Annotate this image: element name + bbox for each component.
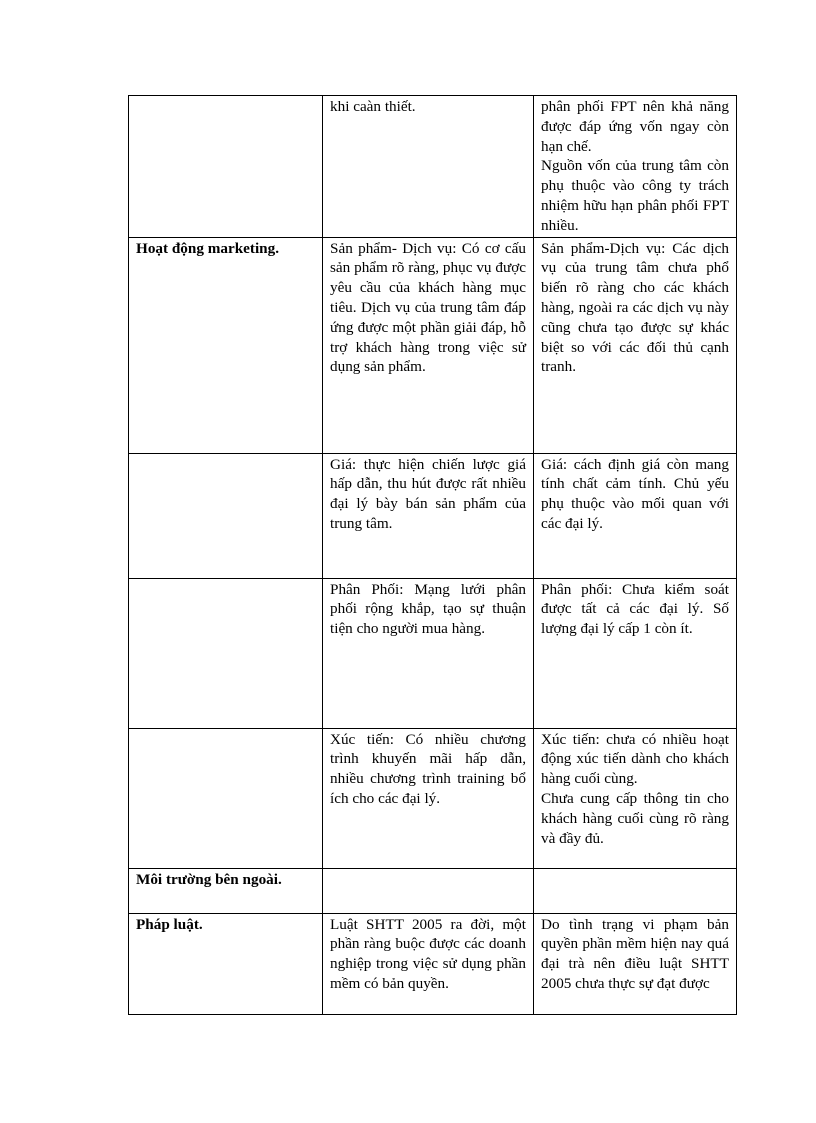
cell-text: Giá: cách định giá còn mang tính chất cảm tính. Chủ yếu phụ thuộc vào mối quan với các đại lý. (541, 455, 729, 532)
row-label: Hoạt động marketing. (129, 237, 323, 453)
strength-cell (323, 578, 534, 728)
cell-text: Do tình trạng vi phạm bản quyền phần mềm hiện nay quá đại trà nên điều luật SHTT 2005 chưa thực sự đạt được (541, 915, 729, 992)
strength-cell (323, 868, 534, 913)
cell-text: Phân phối: Chưa kiểm soát được tất cả các đại lý. Số lượng đại lý cấp 1 còn ít. (541, 580, 729, 638)
row-label (129, 453, 323, 578)
weakness-cell (534, 453, 737, 578)
table-row (129, 868, 737, 913)
strength-cell (323, 913, 534, 1014)
weakness-cell (534, 96, 737, 238)
cell-text: Sản phẩm- Dịch vụ: Có cơ cấu sản phẩm rõ ràng, phục vụ được yêu cầu của khách hàng mục tiêu. Dịch vụ của trung tâm đáp ứng được một phần giải đáp, hỗ trợ khách hàng trong việc sử dụng sản phẩm. (330, 239, 526, 376)
section-heading: Môi trường bên ngoài. (129, 868, 323, 913)
cell-text: Phân Phối: Mạng lưới phân phối rộng khắp, tạo sự thuận tiện cho người mua hàng. (330, 580, 526, 638)
strength-cell (323, 96, 534, 238)
table-row (129, 237, 737, 453)
table-row (129, 578, 737, 728)
weakness-cell (534, 578, 737, 728)
cell-text: Xúc tiến: chưa có nhiều hoạt động xúc tiến dành cho khách hàng cuối cùng. (541, 730, 729, 788)
cell-text: Xúc tiến: Có nhiều chương trình khuyến mãi hấp dẫn, nhiều chương trình training bổ ích cho các đại lý. (330, 730, 526, 807)
cell-text: khi caàn thiết. (330, 98, 416, 115)
table-row (129, 96, 737, 238)
row-label (129, 578, 323, 728)
row-label (129, 96, 323, 238)
weakness-cell (534, 728, 737, 868)
table-row (129, 913, 737, 1014)
cell-text: Giá: thực hiện chiến lược giá hấp dẫn, thu hút được rất nhiều đại lý bày bán sản phẩm của trung tâm. (330, 455, 526, 532)
row-label (129, 728, 323, 868)
weakness-cell (534, 237, 737, 453)
cell-text: Luật SHTT 2005 ra đời, một phần ràng buộc được các doanh nghiệp trong việc sử dụng phần mềm có bản quyền. (330, 915, 526, 992)
table-row (129, 728, 737, 868)
cell-text: phân phối FPT nên khả năng được đáp ứng vốn ngay còn hạn chế. (541, 98, 729, 155)
row-label: Pháp luật. (129, 913, 323, 1014)
cell-text: Sản phẩm-Dịch vụ: Các dịch vụ của trung tâm chưa phổ biến rõ ràng cho các khách hàng, ngoài ra các dịch vụ này cũng chưa tạo được sự khác biệt so với các đối thủ cạnh tranh. (541, 239, 729, 376)
cell-text: Chưa cung cấp thông tin cho khách hàng cuối cùng rõ ràng và đầy đủ. (541, 789, 729, 847)
table-row (129, 453, 737, 578)
strength-cell (323, 728, 534, 868)
weakness-cell (534, 868, 737, 913)
strength-cell (323, 237, 534, 453)
cell-text: Nguồn vốn của trung tâm còn phụ thuộc vào công ty trách nhiệm hữu hạn phân phối FPT nhiều. (541, 157, 729, 234)
analysis-table (128, 95, 737, 1015)
strength-cell (323, 453, 534, 578)
weakness-cell (534, 913, 737, 1014)
